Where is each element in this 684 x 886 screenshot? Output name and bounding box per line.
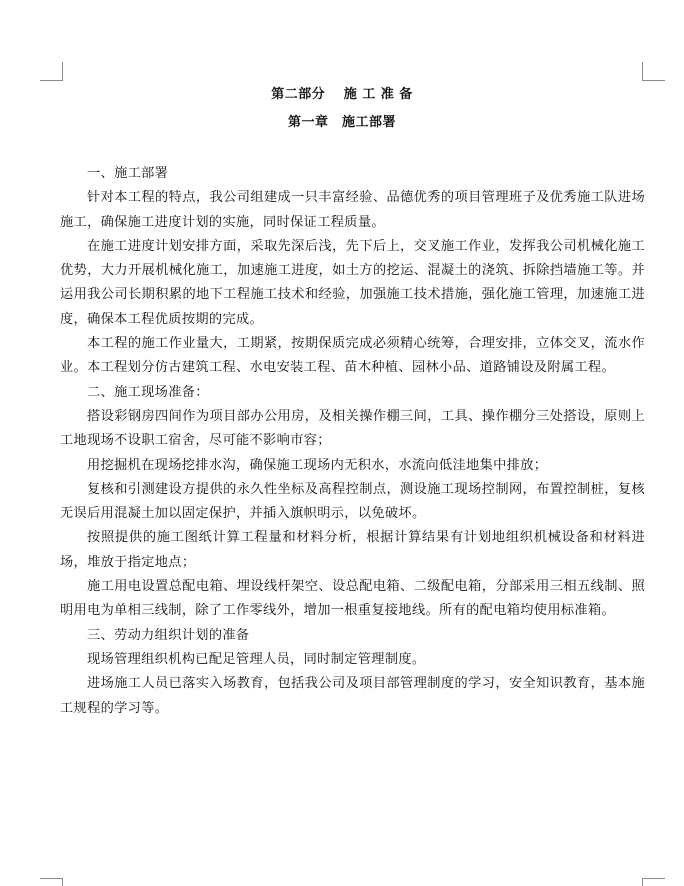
paragraph: 用挖掘机在现场挖排水沟，确保施工现场内无积水，水流向低洼地集中排放；	[87, 457, 548, 473]
paragraph: 按照提供的施工图纸计算工程量和材料分析，根据计算结果有计划地组织机械设备和材料进场，堆放于指定地点；	[60, 530, 645, 570]
paragraph: 现场管理组织机构已配足管理人员，同时制定管理制度。	[87, 651, 426, 667]
crop-mark-top-left	[40, 62, 63, 81]
document-body	[60, 162, 645, 721]
paragraph: 本工程的施工作业量大，工期紧，按期保质完成必须精心统筹，合理安排，立体交叉，流水作业。本工程划分仿古建筑工程、水电安装工程、苗木种植、园林小品、道路铺设及附属工程。	[60, 336, 645, 376]
part-title: 第二部分 施 工 准 备	[271, 87, 413, 102]
crop-mark-top-right	[642, 62, 665, 81]
section-heading: 一、施工部署	[87, 166, 169, 181]
paragraph: 进场施工人员已落实入场教育，包括我公司及项目部管理制度的学习，安全知识教育，基本施工规程的学习等。	[60, 676, 645, 716]
chapter-title: 第一章 施工部署	[287, 115, 396, 130]
section-heading: 二、施工现场准备：	[87, 384, 209, 400]
paragraph: 施工用电设置总配电箱、埋设线杆架空、设总配电箱、二级配电箱，分部采用三相五线制、照明用电为单相三线制，除了工作零线外，增加一根重复接地线。所有的配电箱均使用标准箱。	[60, 579, 645, 619]
paragraph: 针对本工程的特点，我公司组建成一只丰富经验、品德优秀的项目管理班子及优秀施工队进场施工，确保施工进度计划的实施，同时保证工程质量。	[60, 190, 645, 230]
paragraph: 在施工进度计划安排方面，采取先深后浅，先下后上，交叉施工作业，发挥我公司机械化施工优势，大力开展机械化施工，加速施工进度，如土方的挖运、混凝土的浇筑、拆除挡墙施工等。并运用我公司长期积累的地下工程施工技术和经验，加强施工技术措施，强化施工管理，加速施工进度，确保本工程优质按期的完成。	[60, 238, 645, 327]
paragraph: 搭设彩钢房四间作为项目部办公用房，及相关操作棚三间，工具、操作棚分三处搭设，原则上工地现场不设职工宿舍，尽可能不影响市容；	[60, 408, 645, 449]
section-heading: 三、劳动力组织计划的准备	[87, 627, 250, 643]
paragraph: 复核和引测建设方提供的永久性坐标及高程控制点，测设施工现场控制网，布置控制桩，复核无误后用混凝土加以固定保护，并插入旗帜明示，以免破坏。	[60, 481, 645, 522]
